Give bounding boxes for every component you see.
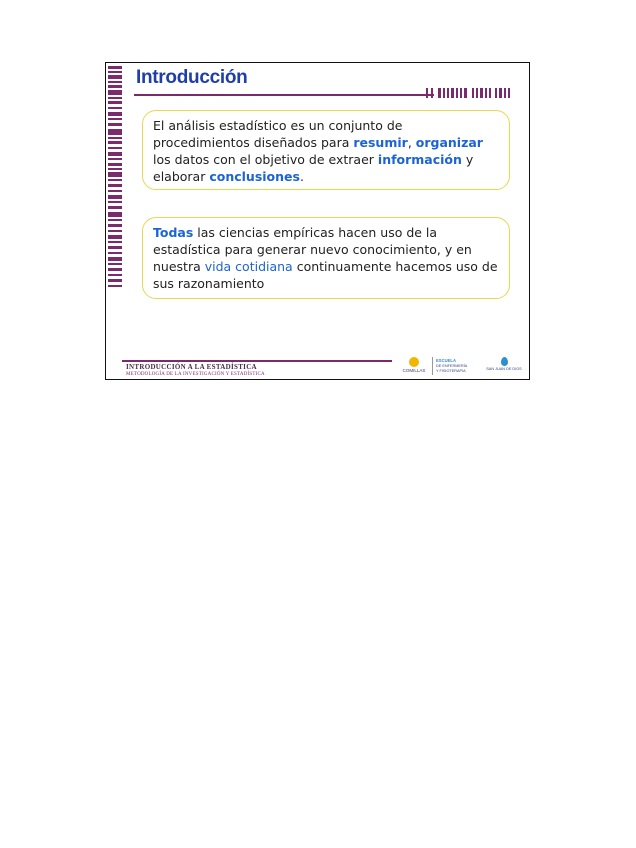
footer-rule: [122, 360, 392, 362]
highlight-vida-cotidiana: vida cotidiana: [204, 259, 293, 274]
escuela-logo-head: ESCUELA: [436, 358, 457, 363]
escuela-logo-line1: DE ENFERMERÍA: [436, 364, 468, 368]
box2-text-2: continuamente hacemos uso de sus razonamiento: [153, 259, 498, 291]
comillas-logo: [400, 357, 428, 373]
box1-text-3: los datos con el objetivo de extraer: [153, 152, 378, 167]
san-juan-de-dios-logo: [486, 357, 522, 371]
box1-text-1: El análisis estadístico es un conjunto de procedimientos diseñados para: [153, 118, 403, 150]
escuela-logo-line2: Y FISIOTERAPIA: [436, 369, 466, 373]
sjd-logo-text: SAN JUAN DE DIOS: [486, 367, 522, 371]
escuela-logo: [436, 358, 480, 374]
drop-icon: [501, 357, 508, 366]
page-title: Introducción: [136, 67, 248, 88]
sun-icon: [409, 357, 419, 367]
highlight-todas: Todas: [153, 225, 194, 240]
decorative-stripes: [108, 66, 122, 291]
comillas-logo-text: COMILLAS: [402, 368, 426, 373]
footer-logos: [396, 355, 526, 377]
highlight-informacion: información: [377, 152, 462, 167]
slide: [105, 62, 530, 380]
highlight-organizar: organizar: [415, 135, 483, 150]
text-box-definition: [142, 110, 510, 190]
title-underline: [134, 94, 434, 96]
footer-subtitle: METODOLOGÍA DE LA INVESTIGACIÓN Y ESTADÍSTICA: [126, 372, 265, 377]
text-box-usage: [142, 217, 510, 299]
box2-text-1: las ciencias empíricas hacen uso de la estadística para generar nuevo conocimiento, y en nuestra: [153, 225, 472, 274]
highlight-resumir: resumir: [353, 135, 408, 150]
title-bars-decoration: [424, 88, 514, 98]
box1-text-4: y elaborar: [153, 152, 474, 184]
highlight-conclusiones: conclusiones: [209, 169, 300, 184]
box1-text-2: ,: [407, 135, 416, 150]
logo-divider: [432, 357, 433, 375]
box1-text-5: .: [299, 169, 304, 184]
footer-title: INTRODUCCIÓN A LA ESTADÍSTICA: [126, 363, 257, 371]
